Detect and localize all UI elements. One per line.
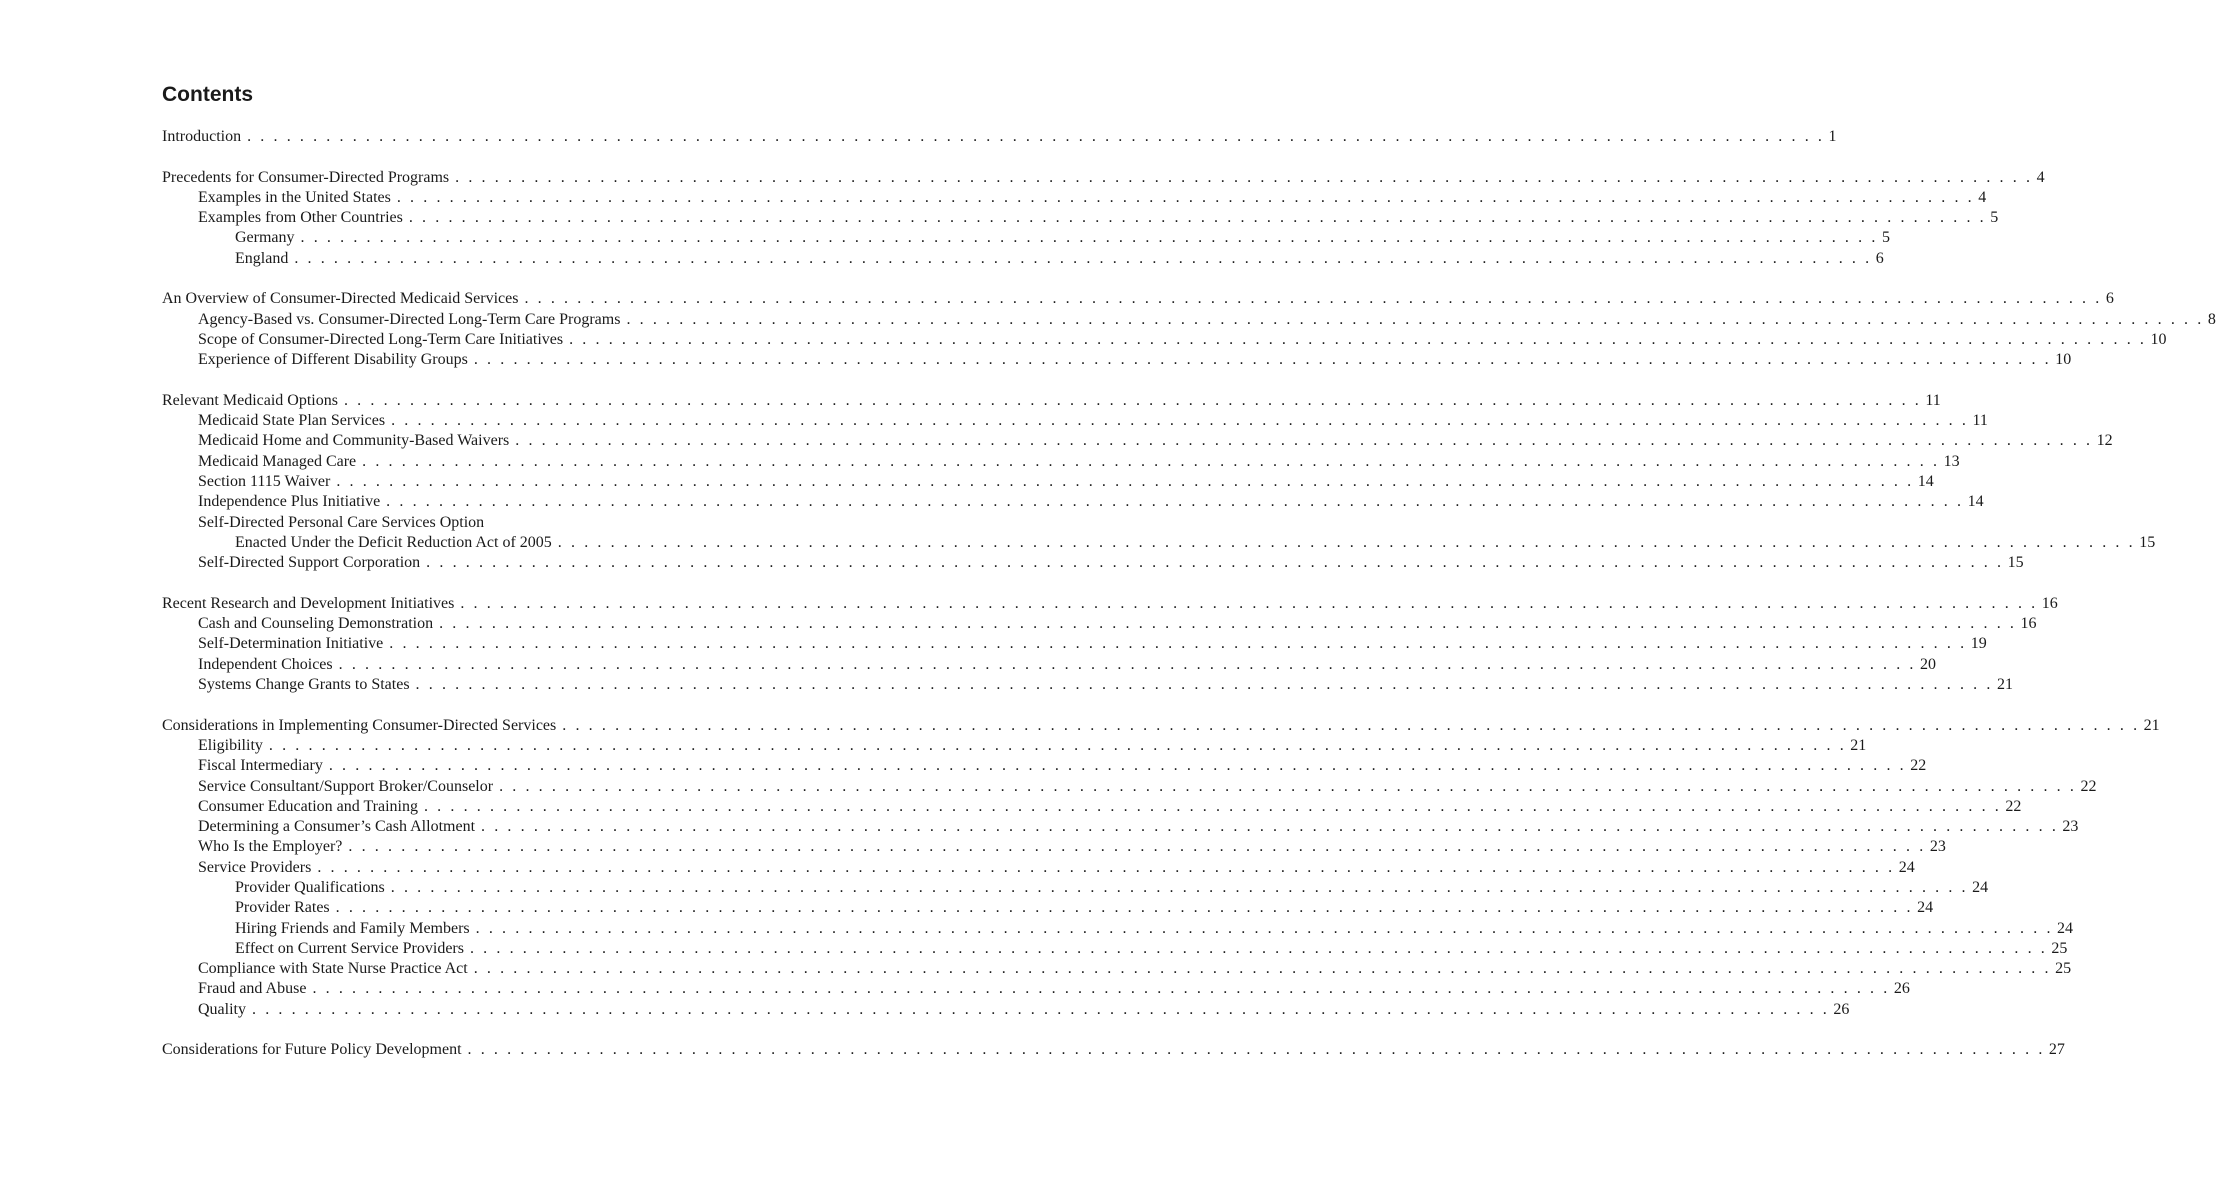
toc-entry[interactable] [162,168,2045,188]
toc-entry[interactable] [162,777,2097,797]
toc-entry-page: 23 [2062,818,2079,836]
dot-leader: . . . . . . . . . . . . . . . . . . . . . . . . . . . . . . . . . . . . . . . . . . . . . . . . . . . . . . . . . . . . . . . . . . . . . . . . . . . . . . . . . . . . . . . . . . . . . . . . . . . . . . . . . . . . . . . . . . . . . . . . [317,858,1895,876]
toc-entry[interactable] [162,797,2022,817]
toc-entry-page: 22 [2005,797,2022,815]
toc-entry[interactable] [162,959,2072,979]
toc-entry-page: 25 [2055,960,2072,978]
toc-entry[interactable] [162,1040,2065,1060]
toc-entry[interactable] [162,756,1927,776]
toc-entry-title: Precedents for Consumer-Directed Programs [162,168,450,186]
toc-entry-title: Service Consultant/Support Broker/Counselor [198,777,494,795]
toc-entry-page: 24 [2057,919,2074,937]
dot-leader: . . . . . . . . . . . . . . . . . . . . . . . . . . . . . . . . . . . . . . . . . . . . . . . . . . . . . . . . . . . . . . . . . . . . . . . . . . . . . . . . . . . . . . . . . . . . . . . . . . . . . . . . . . . . . . . . . . . . . . . . [336,473,1914,491]
toc-entry[interactable] [162,330,2167,350]
dot-leader: . . . . . . . . . . . . . . . . . . . . . . . . . . . . . . . . . . . . . . . . . . . . . . . . . . . . . . . . . . . . . . . . . . . . . . . . . . . . . . . . . . . . . . . . . . . . . . . . . . . . . . . . . . . . . . . . . . . . . . . . [389,635,1967,653]
toc-entry-page: 11 [1925,391,1941,409]
dot-leader: . . . . . . . . . . . . . . . . . . . . . . . . . . . . . . . . . . . . . . . . . . . . . . . . . . . . . . . . . . . . . . . . . . . . . . . . . . . . . . . . . . . . . . . . . . . . . . . . . . . . . . . . . . . . . . . . . . . . . . . . [252,1000,1830,1018]
toc-entry-title: Introduction [162,128,242,145]
toc-entry-page: 21 [2143,716,2160,734]
toc-entry-page: 10 [2055,351,2072,369]
dot-leader: . . . . . . . . . . . . . . . . . . . . . . . . . . . . . . . . . . . . . . . . . . . . . . . . . . . . . . . . . . . . . . . . . . . . . . . . . . . . . . . . . . . . . . . . . . . . . . . . . . . . . . . . . . . . . . . . . . . . . . . . [312,980,1890,998]
toc-entry-page: 21 [1850,736,1867,754]
toc-entry-page: 12 [2096,432,2113,450]
dot-leader: . . . . . . . . . . . . . . . . . . . . . . . . . . . . . . . . . . . . . . . . . . . . . . . . . . . . . . . . . . . . . . . . . . . . . . . . . . . . . . . . . . . . . . . . . . . . . . . . . . . . . . . . . . . . . . . . . . . . . . . . [475,919,2054,937]
toc-entry[interactable] [162,411,1988,431]
toc-entry-title: Determining a Consumer’s Cash Allotment [198,818,476,836]
dot-leader: . . . . . . . . . . . . . . . . . . . . . . . . . . . . . . . . . . . . . . . . . . . . . . . . . . . . . . . . . . . . . . . . . . . . . . . . . . . . . . . . . . . . . . . . . . . . . . . . . . . . . . . . . . . . . . . . . . . . . . . . [396,188,1975,206]
toc-entry-page: 6 [1875,249,1884,267]
toc-entry-page: 25 [2051,939,2068,957]
dot-leader: . . . . . . . . . . . . . . . . . . . . . . . . . . . . . . . . . . . . . . . . . . . . . . . . . . . . . . . . . . . . . . . . . . . . . . . . . . . . . . . . . . . . . . . . . . . . . . . . . . . . . . . . . . . . . . . . . . . . . . . . [626,310,2204,328]
dot-leader: . . . . . . . . . . . . . . . . . . . . . . . . . . . . . . . . . . . . . . . . . . . . . . . . . . . . . . . . . . . . . . . . . . . . . . . . . . . . . . . . . . . . . . . . . . . . . . . . . . . . . . . . . . . . . . . . . . . . . . . . [408,209,1987,227]
toc-entry[interactable] [162,594,2058,614]
toc-entry[interactable] [162,208,1999,228]
toc-entry-title: England [235,249,289,267]
toc-entry-title: Enacted Under the Deficit Reduction Act of 2005 [235,533,552,551]
toc-entry[interactable] [162,228,1890,248]
toc-entry-title: Medicaid State Plan Services [198,412,386,430]
toc-entry-page: 24 [1898,858,1915,876]
dot-leader: . . . . . . . . . . . . . . . . . . . . . . . . . . . . . . . . . . . . . . . . . . . . . . . . . . . . . . . . . . . . . . . . . . . . . . . . . . . . . . . . . . . . . . . . . . . . . . . . . . . . . . . . . . . . . . . . . . . . . . . . [460,594,2038,612]
dot-leader: . . . . . . . . . . . . . . . . . . . . . . . . . . . . . . . . . . . . . . . . . . . . . . . . . . . . . . . . . . . . . . . . . . . . . . . . . . . . . . . . . . . . . . . . . . . . . . . . . . . . . . . . . . . . . . . . . . . . . . . . [515,432,2093,450]
toc-entry-title: Hiring Friends and Family Members [235,919,470,937]
toc-section [162,594,2058,695]
toc-section [162,1040,2065,1060]
toc-entry-page: 26 [1833,1000,1850,1018]
toc-entry-title: Fraud and Abuse [198,980,307,998]
toc-entry-page: 24 [1917,899,1934,917]
toc-entry-page: 15 [2007,554,2024,572]
toc-entry[interactable] [162,634,1987,654]
toc-entry-title: Cash and Counseling Demonstration [198,615,434,633]
toc-entry[interactable] [162,513,758,533]
dot-leader: . . . . . . . . . . . . . . . . . . . . . . . . . . . . . . . . . . . . . . . . . . . . . . . . . . . . . . . . . . . . . . . . . . . . . . . . . . . . . . . . . . . . . . . . . . . . . . . . . . . . . . . . . . . . . . . . . . . . . . . . [469,939,2048,957]
dot-leader: . . . . . . . . . . . . . . . . . . . . . . . . . . . . . . . . . . . . . . . . . . . . . . . . . . . . . . . . . . . . . . . . . . . . . . . . . . . . . . . . . . . . . . . . . . . . . . . . . . . . . . . . . . . . . . . . . . . . . . . . [268,736,1847,754]
toc-entry-page: 8 [2207,310,2216,328]
dot-leader: . . . . . . . . . . . . . . . . . . . . . . . . . . . . . . . . . . . . . . . . . . . . . . . . . . . . . . . . . . . . . . . . . . . . . . . . . . . . . . . . . . . . . . . . . . . . . . . . . . . . . . . . . . . . . . . . . . . . . . . . [562,716,2140,734]
dot-leader: . . . . . . . . . . . . . . . . . . . . . . . . . . . . . . . . . . . . . . . . . . . . . . . . . . . . . . . . . . . . . . . . . . . . . . . . . . . . . . . . . . . . . . . . . . . . . . . . . . . . . . . . . . . . . . . . . . . . . . . . [569,330,2147,348]
toc-entry-title: Section 1115 Waiver [198,473,331,491]
toc-entry[interactable] [162,716,2160,736]
toc-entry[interactable] [162,553,2024,573]
dot-leader: . . . . . . . . . . . . . . . . . . . . . . . . . . . . . . . . . . . . . . . . . . . . . . . . . . . . . . . . . . . . . . . . . . . . . . . . . . . . . . . . . . . . . . . . . . . . . . . . . . . . . . . . . . . . . . . . . . . . . . . . [348,838,1926,856]
toc-entry-page: 14 [1967,493,1984,511]
dot-leader: . . . . . . . . . . . . . . . . . . . . . . . . . . . . . . . . . . . . . . . . . . . . . . . . . . . . . . . . . . . . . . . . . . . . . . . . . . . . . . . . . . . . . . . . . . . . . . . . . . . . . . . . . . . . . . . . . . . . . . . . [524,290,2102,308]
toc-entry[interactable] [162,492,1984,512]
toc-entry-title: Examples from Other Countries [198,209,403,227]
toc-entry[interactable] [162,858,1915,878]
toc-list [162,127,2216,1061]
dot-leader: . . . . . . . . . . . . . . . . . . . . . . . . . . . . . . . . . . . . . . . . . . . . . . . . . . . . . . . . . . . . . . . . . . . . . . . . . . . . . . . . . . . . . . . . . . . . . . . . . . . . . . . . . . . . . . . . . . . . . . . . [362,452,1940,470]
toc-entry-page: 5 [1990,209,1999,227]
toc-entry-title: Compliance with State Nurse Practice Act [198,960,468,978]
dot-leader: . . . . . . . . . . . . . . . . . . . . . . . . . . . . . . . . . . . . . . . . . . . . . . . . . . . . . . . . . . . . . . . . . . . . . . . . . . . . . . . . . . . . . . . . . . . . . . . . . . . . . . . . . . . . . . . . . . . . . . . . [390,878,1969,896]
toc-entry-title: Fiscal Intermediary [198,757,323,775]
toc-entry-title: Considerations for Future Policy Development [162,1041,462,1059]
dot-leader: . . . . . . . . . . . . . . . . . . . . . . . . . . . . . . . . . . . . . . . . . . . . . . . . . . . . . . . . . . . . . . . . . . . . . . . . . . . . . . . . . . . . . . . . . . . . . . . . . . . . . . . . . . . . . . . . . . . . . . . . [391,412,1969,430]
toc-entry-page: 26 [1893,980,1910,998]
toc-entry-page: 15 [2139,533,2156,551]
toc-entry-page: 20 [1920,655,1937,673]
toc-entry-title: Self-Directed Personal Care Services Option [198,513,485,531]
toc-entry[interactable] [162,655,1937,675]
toc-entry[interactable] [162,919,2074,939]
dot-leader: . . . . . . . . . . . . . . . . . . . . . . . . . . . . . . . . . . . . . . . . . . . . . . . . . . . . . . . . . . . . . . . . . . . . . . . . . . . . . . . . . . . . . . . . . . . . . . . . . . . . . . . . . . . . . . . . . . . . . . . . [481,818,2059,836]
toc-section [162,168,2045,269]
dot-leader: . . . . . . . . . . . . . . . . . . . . . . . . . . . . . . . . . . . . . . . . . . . . . . . . . . . . . . . . . . . . . . . . . . . . . . . . . . . . . . . . . . . . . . . . . . . . . . . . . . . . . . . . . . . . . . . . . . . . . . . . [294,249,1872,267]
dot-leader: . . . . . . . . . . . . . . . . . . . . . . . . . . . . . . . . . . . . . . . . . . . . . . . . . . . . . . . . . . . . . . . . . . . . . . . . . . . . . . . . . . . . . . . . . . . . . . . . . . . . . . . . . . . . . . . . . . . . . . . . [300,229,1878,247]
toc-section [162,127,1837,147]
toc-entry[interactable] [162,289,2114,309]
toc-entry[interactable] [162,736,1867,756]
toc-entry[interactable] [162,188,1987,208]
toc-entry-page: 4 [2036,168,2045,186]
toc-entry-page: 13 [1943,452,1960,470]
toc-entry[interactable] [162,979,1910,999]
toc-entry[interactable] [162,391,1941,411]
dot-leader: . . . . . . . . . . . . . . . . . . . . . . . . . . . . . . . . . . . . . . . . . . . . . . . . . . . . . . . . . . . . . . . . . . . . . . . . . . . . . . . . . . . . . . . . . . . . . . . . . . . . . . . . . . . . . . . . . . . . . . . . [473,351,2052,369]
toc-entry-title: Provider Qualifications [235,878,385,896]
dot-leader: . . . . . . . . . . . . . . . . . . . . . . . . . . . . . . . . . . . . . . . . . . . . . . . . . . . . . . . . . . . . . . . . . . . . . . . . . . . . . . . . . . . . . . . . . . . . . . . . . . . . . . . . . . . . . . . . . . . . . . . . [247,128,1825,145]
dot-leader: . . . . . . . . . . . . . . . . . . . . . . . . . . . . . . . . . . . . . . . . . . . . . . . . . . . . . . . . . . . . . . . . . . . . . . . . . . . . . . . . . . . . . . . . . . . . . . . . . . . . . . . . . . . . . . . . . . . . . . . . [557,533,2136,551]
toc-entry-title: Agency-Based vs. Consumer-Directed Long-Term Care Programs [198,310,621,328]
toc-entry-page: 4 [1978,188,1987,206]
dot-leader: . . . . . . . . . . . . . . . . . . . . . . . . . . . . . . . . . . . . . . . . . . . . . . . . . . . . . . . . . . . . . . . . . . . . . . . . . . . . . . . . . . . . . . . . . . . . . . . . . . . . . . . . . . . . . . . . . . . . . . . . [335,899,1914,917]
toc-entry-title: Examples in the United States [198,188,391,206]
toc-section [162,289,2216,370]
toc-entry-title: Service Providers [198,858,312,876]
dot-leader: . . . . . . . . . . . . . . . . . . . . . . . . . . . . . . . . . . . . . . . . . . . . . . . . . . . . . . . . . . . . . . . . . . . . . . . . . . . . . . . . . . . . . . . . . . . . . . . . . . . . . . . . . . . . . . . . . . . . . . . . [423,797,2002,815]
toc-entry[interactable] [162,452,1960,472]
toc-entry-page: 5 [1881,229,1890,247]
toc-entry-title: Recent Research and Development Initiatives [162,594,455,612]
toc-entry-page: 10 [2150,330,2167,348]
toc-section [162,716,2160,1020]
toc-entry-page: 21 [1996,676,2013,694]
toc-entry-title: Self-Directed Support Corporation [198,554,421,572]
toc-entry-title: Who Is the Employer? [198,838,343,856]
toc-entry-page: 14 [1917,473,1934,491]
toc-entry-title: Considerations in Implementing Consumer-Directed Services [162,716,557,734]
toc-entry-title: An Overview of Consumer-Directed Medicaid Services [162,290,519,308]
toc-entry-title: Germany [235,229,295,247]
toc-entry-page: 23 [1929,838,1946,856]
toc-entry[interactable] [162,472,1934,492]
toc-entry[interactable] [162,310,2216,330]
toc-entry-title: Systems Change Grants to States [198,676,410,694]
toc-entry-page: 16 [2041,594,2058,612]
toc-entry-title: Experience of Different Disability Groups [198,351,468,369]
toc-entry[interactable] [162,127,1837,147]
toc-entry-title: Quality [198,1000,246,1018]
toc-page [162,82,2216,1081]
toc-entry[interactable] [162,350,2072,370]
toc-entry[interactable] [162,675,2013,695]
toc-entry-title: Eligibility [198,736,263,754]
toc-entry-title: Independence Plus Initiative [198,493,381,511]
toc-entry-title: Medicaid Home and Community-Based Waivers [198,432,510,450]
toc-entry-page: 22 [1910,757,1927,775]
toc-entry[interactable] [162,1000,1850,1020]
dot-leader: . . . . . . . . . . . . . . . . . . . . . . . . . . . . . . . . . . . . . . . . . . . . . . . . . . . . . . . . . . . . . . . . . . . . . . . . . . . . . . . . . . . . . . . . . . . . . . . . . . . . . . . . . . . . . . . . . . . . . . . . [328,757,1907,775]
toc-entry[interactable] [162,533,2156,553]
toc-entry-title: Effect on Current Service Providers [235,939,464,957]
toc-entry-title: Self-Determination Initiative [198,635,384,653]
toc-entry-title: Independent Choices [198,655,333,673]
dot-leader: . . . . . . . . . . . . . . . . . . . . . . . . . . . . . . . . . . . . . . . . . . . . . . . . . . . . . . . . . . . . . . . . . . . . . . . . . . . . . . . . . . . . . . . . . . . . . . . . . . . . . . . . . . . . . . . . . . . . . . . . [455,168,2033,186]
toc-entry-title: Scope of Consumer-Directed Long-Term Care Initiatives [198,330,564,348]
dot-leader: . . . . . . . . . . . . . . . . . . . . . . . . . . . . . . . . . . . . . . . . . . . . . . . . . . . . . . . . . . . . . . . . . . . . . . . . . . . . . . . . . . . . . . . . . . . . . . . . . . . . . . . . . . . . . . . . . . . . . . . . [415,676,1993,694]
toc-entry-page: 27 [2048,1041,2065,1059]
dot-leader: . . . . . . . . . . . . . . . . . . . . . . . . . . . . . . . . . . . . . . . . . . . . . . . . . . . . . . . . . . . . . . . . . . . . . . . . . . . . . . . . . . . . . . . . . . . . . . . . . . . . . . . . . . . . . . . . . . . . . . . . [386,493,1964,511]
dot-leader: . . . . . . . . . . . . . . . . . . . . . . . . . . . . . . . . . . . . . . . . . . . . . . . . . . . . . . . . . . . . . . . . . . . . . . . . . . . . . . . . . . . . . . . . . . . . . . . . . . . . . . . . . . . . . . . . . . . . . . . . [467,1041,2045,1059]
toc-entry-page: 19 [1970,635,1987,653]
toc-entry[interactable] [162,431,2113,451]
dot-leader: . . . . . . . . . . . . . . . . . . . . . . . . . . . . . . . . . . . . . . . . . . . . . . . . . . . . . . . . . . . . . . . . . . . . . . . . . . . . . . . . . . . . . . . . . . . . . . . . . . . . . . . . . . . . . . . . . . . . . . . . [343,391,1922,409]
toc-entry[interactable] [162,249,1884,269]
dot-leader: . . . . . . . . . . . . . . . . . . . . . . . . . . . . . . . . . . . . . . . . . . . . . . . . . . . . . . . . . . . . . . . . . . . . . . . . . . . . . . . . . . . . . . . . . . . . . . . . . . . . . . . . . . . . . . . . . . . . . . . . [439,615,2017,633]
toc-entry-page: 1 [1828,128,1837,145]
toc-entry-title: Consumer Education and Training [198,797,418,815]
toc-entry-page: 24 [1972,878,1989,896]
toc-entry[interactable] [162,878,1989,898]
dot-leader: . . . . . . . . . . . . . . . . . . . . . . . . . . . . . . . . . . . . . . . . . . . . . . . . . . . . . . . . . . . . . . . . . . . . . . . . . . . . . . . . . . . . . . . . . . . . . . . . . . . . . . . . . . . . . . . . . . . . . . . . [473,960,2052,978]
toc-entry[interactable] [162,817,2079,837]
toc-entry-page: 6 [2105,290,2114,308]
toc-section [162,391,2156,574]
toc-entry-page: 22 [2080,777,2097,795]
toc-entry[interactable] [162,939,2068,959]
toc-entry[interactable] [162,898,1934,918]
toc-entry-page: 16 [2020,615,2037,633]
toc-entry[interactable] [162,614,2037,634]
dot-leader: . . . . . . . . . . . . . . . . . . . . . . . . . . . . . . . . . . . . . . . . . . . . . . . . . . . . . . . . . . . . . . . . . . . . . . . . . . . . . . . . . . . . . . . . . . . . . . . . . . . . . . . . . . . . . . . . . . . . . . . . [499,777,2077,795]
dot-leader: . . . . . . . . . . . . . . . . . . . . . . . . . . . . . . . . . . . . . . . . . . . . . . . . . . . . . . . . . . . . . . . . . . . . . . . . . . . . . . . . . . . . . . . . . . . . . . . . . . . . . . . . . . . . . . . . . . . . . . . . [338,655,1917,673]
dot-leader: . . . . . . . . . . . . . . . . . . . . . . . . . . . . . . . . . . . . . . . . . . . . . . . . . . . . . . . . . . . . . . . . . . . . . . . . . . . . . . . . . . . . . . . . . . . . . . . . . . . . . . . . . . . . . . . . . . . . . . . . [426,554,2004,572]
toc-entry-title: Relevant Medicaid Options [162,391,338,409]
contents-heading: Contents [162,83,253,106]
toc-entry-title: Provider Rates [235,899,330,917]
toc-entry[interactable] [162,837,1946,857]
toc-entry-page: 11 [1972,412,1988,430]
toc-entry-title: Medicaid Managed Care [198,452,357,470]
